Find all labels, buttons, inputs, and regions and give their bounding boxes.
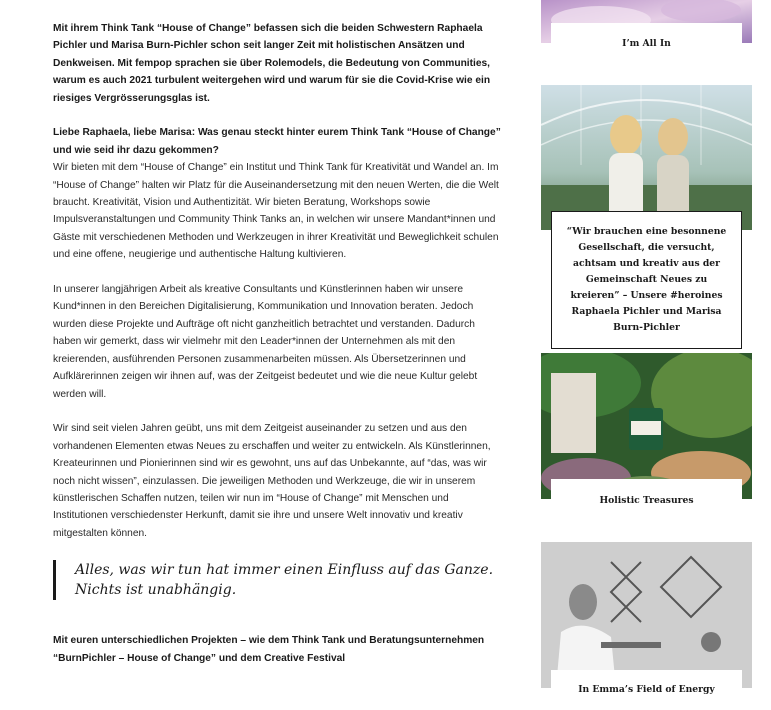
pull-quote: Alles, was wir tun hat immer einen Einfluss auf das Ganze. Nichts ist unabhängig. <box>53 560 503 600</box>
card-title-3[interactable]: Holistic Treasures <box>551 479 742 515</box>
article-intro: Mit ihrem Think Tank “House of Change” befassen sich die beiden Schwestern Raphaela Pichler und Marisa Burn-Pichler schon seit langer Zeit mit holistischen Ansätzen und Denkweisen. Mit fempop sprachen sie über Rolemodels, die Bedeutung von Communities, warum es auch 2021 turbulent weitergehen wird und warum für sie die Covid-Krise wie ein riesiges Vergrösserungsglas ist. <box>53 23 491 104</box>
article-question-1: Liebe Raphaela, liebe Marisa: Was genau steckt hinter eurem Think Tank “House of Change” und wie seid ihr dazu gekommen? <box>53 127 501 156</box>
card-title-4[interactable]: In Emma’s Field of Energy <box>551 670 742 700</box>
related-card-4[interactable] <box>541 542 752 700</box>
article-answer-1: Wir bieten mit dem “House of Change” ein Institut und Think Tank für Kreativität und Wandel an. Im “House of Change” halten wir Platz für die Auseinandersetzung mit den neuen Werten, die die Welt braucht. Kreativität, Vision und Authentizität. Wir bieten Beratung, Workshops sowie Impulsveranstaltungen und Community Think Tanks an, in welchen wir unsere Mandant*innen und Gäste mit verschiedenen Methoden und Werkzeugen in ihrer Kreativität und Beweglichkeit schulen und eine offene, neugierige und authentische Haltung kultivieren. <box>53 162 499 261</box>
article-question-2: Mit euren unterschiedlichen Projekten – wie dem Think Tank und Beratungsunternehmen “BurnPichler – House of Change” und dem Creative Festival <box>53 635 485 664</box>
card-image-2[interactable] <box>541 85 752 230</box>
card-title-2[interactable]: “Wir brauchen eine besonnene Gesellschaft, die versucht, achtsam und kreativ aus der Gemeinschaft Neues zu kreieren” – Unsere #heroines Raphaela Pichler und Marisa Burn-Pichler <box>551 211 742 349</box>
card-title-1[interactable]: I’m All In <box>551 23 742 59</box>
related-card-1[interactable] <box>541 0 752 60</box>
related-card-2[interactable] <box>541 85 752 335</box>
card-image-3[interactable] <box>541 353 752 499</box>
card-image-4[interactable] <box>541 542 752 688</box>
related-card-3[interactable] <box>541 353 752 518</box>
article <box>53 20 503 684</box>
article-paragraph-2: In unserer langjährigen Arbeit als kreative Consultants und Künstlerinnen haben wir unsere Kund*innen in den Bereichen Digitalisierung, Kommunikation und Innovation beraten. Jedoch wurden diese Projekte und Aufträge oft nicht ganzheitlich betrachtet und verstanden. Dadurch haben wir gemerkt, dass wir vielmehr mit den Leader*innen der Unternehmen als mit den kreierenden, ausführenden Personen zusammenarbeiten müssen. Als Übersetzerinnen und Aufklärerinnen zeigen wir ihnen auf, was der Zeitgeist bedeutet und wie die neue Kultur gelebt werden will. <box>53 284 478 400</box>
article-paragraph-3: Wir sind seit vielen Jahren geübt, uns mit dem Zeitgeist auseinander zu setzen und aus den vorhandenen Elementen etwas Neues zu erschaffen und weiter zu entwickeln. Als Künstlerinnen, Kreateurinnen und Pionierinnen sind wir es gewohnt, uns auf das Unbekannte, auf “das, was wir noch nicht wissen”, einzulassen. Die jeweiligen Methoden und Werkzeuge, die wir in unserem künstlerischen Schaffen nutzen, teilen wir nun im “House of Change” mit Menschen und Institutionen verschiedenster Herkunft, damit sie ihre und unsere Welt innovativ und kreativ mitgestalten können. <box>53 423 491 539</box>
